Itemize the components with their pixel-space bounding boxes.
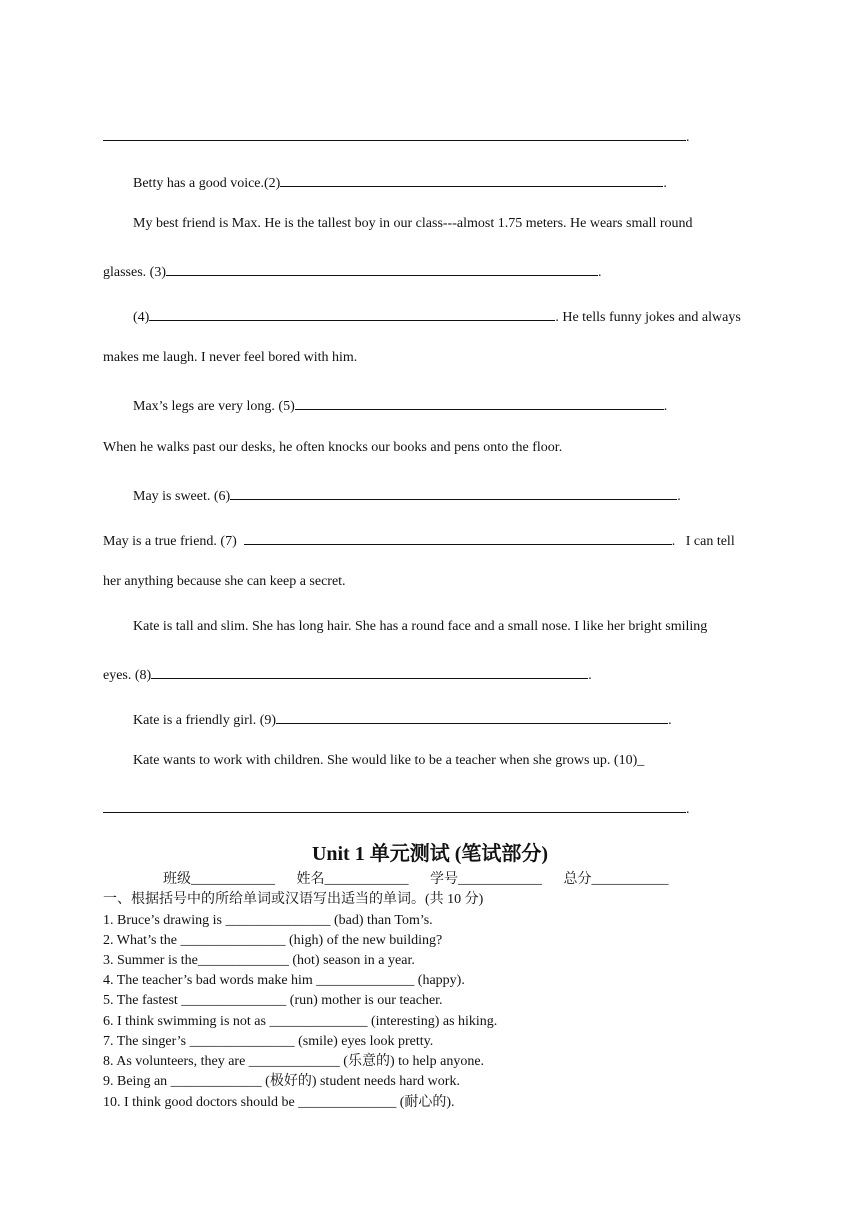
- blank-2[interactable]: [280, 172, 663, 187]
- name-field[interactable]: 姓名____________: [296, 872, 409, 887]
- question-6: 6. I think swimming is not as ______________ (interesting) as hiking.: [103, 1014, 498, 1029]
- paragraph-may-sweet: May is sweet. (6) .: [133, 485, 681, 505]
- blank-5[interactable]: [295, 395, 664, 410]
- question-8: 8. As volunteers, they are _____________ (乐意的) to help anyone.: [103, 1054, 485, 1069]
- answer-line-1: .: [103, 126, 690, 146]
- question-10: 10. I think good doctors should be ______________ (耐心的).: [103, 1095, 455, 1110]
- blank-4[interactable]: [149, 306, 555, 321]
- question-5: 5. The fastest _______________ (run) mother is our teacher.: [103, 993, 443, 1008]
- blank-9[interactable]: [276, 709, 668, 724]
- blank-6[interactable]: [230, 485, 677, 500]
- blank-10[interactable]: [103, 798, 686, 813]
- blank[interactable]: [103, 126, 686, 141]
- section-heading: 一、根据括号中的所给单词或汉语写出适当的单词。(共 10 分): [103, 892, 484, 907]
- paragraph-may-friend: May is a true friend. (7) . I can tell: [103, 530, 735, 550]
- exam-title: Unit 1 单元测试 (笔试部分): [311, 843, 549, 865]
- paragraph-max-laugh: makes me laugh. I never feel bored with him.: [103, 350, 358, 365]
- paragraph-betty: Betty has a good voice.(2) .: [133, 172, 667, 192]
- blank-3[interactable]: [166, 261, 598, 276]
- score-field[interactable]: 总分___________: [563, 872, 669, 887]
- paragraph-kate-friendly: Kate is a friendly girl. (9) .: [133, 709, 672, 729]
- paragraph-max-desks: When he walks past our desks, he often knocks our books and pens onto the floor.: [103, 440, 563, 455]
- paragraph-max-legs: Max’s legs are very long. (5) .: [133, 395, 667, 415]
- blank-7[interactable]: [244, 530, 672, 545]
- question-2: 2. What’s the _______________ (high) of the new building?: [103, 933, 443, 948]
- student-info-row: [163, 872, 669, 888]
- paragraph-kate-teacher: Kate wants to work with children. She would like to be a teacher when she grows up. (10)_: [133, 753, 645, 768]
- question-4: 4. The teacher’s bad words make him ______________ (happy).: [103, 973, 465, 988]
- question-3: 3. Summer is the_____________ (hot) season in a year.: [103, 953, 415, 968]
- question-7: 7. The singer’s _______________ (smile) eyes look pretty.: [103, 1034, 434, 1049]
- blank-8[interactable]: [151, 664, 588, 679]
- question-1: 1. Bruce’s drawing is _______________ (bad) than Tom’s.: [103, 913, 433, 928]
- class-field[interactable]: 班级____________: [163, 872, 275, 887]
- paragraph-max-jokes: (4) . He tells funny jokes and always: [133, 306, 741, 326]
- paragraph-kate-eyes: eyes. (8) .: [103, 664, 592, 684]
- paragraph-may-secret: her anything because she can keep a secret.: [103, 574, 346, 589]
- paragraph-kate-looks: Kate is tall and slim. She has long hair. She has a round face and a small nose. I like her bright smiling: [133, 619, 708, 634]
- paragraph-max-glasses: glasses. (3) .: [103, 261, 602, 281]
- question-9: 9. Being an _____________ (极好的) student needs hard work.: [103, 1074, 460, 1089]
- answer-line-10: .: [103, 798, 690, 818]
- paragraph-max-intro: My best friend is Max. He is the tallest boy in our class---almost 1.75 meters. He wears small round: [133, 216, 693, 231]
- id-field[interactable]: 学号____________: [430, 872, 542, 887]
